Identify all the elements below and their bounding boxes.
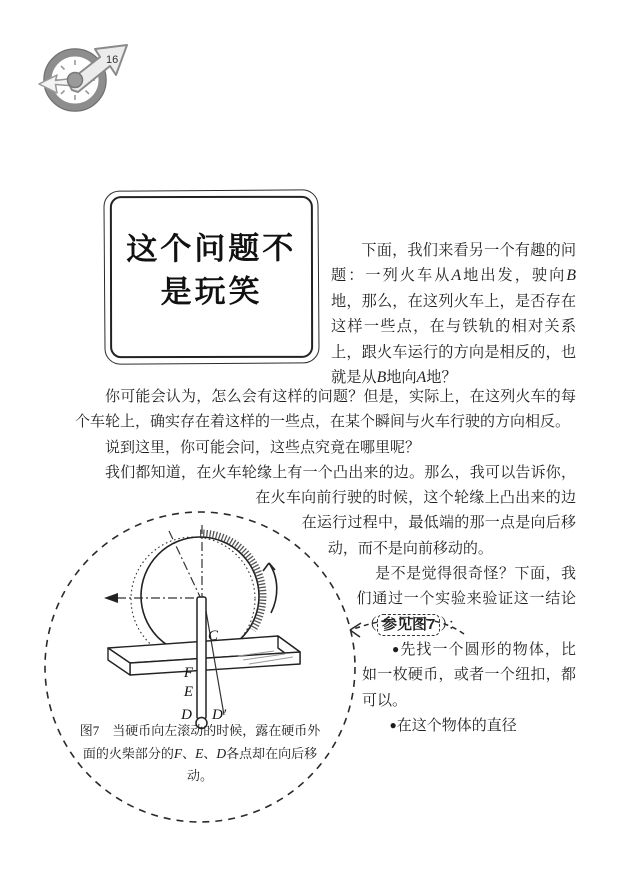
coin-rim-hatch [200,533,263,630]
variable-letter-b: B [566,267,577,285]
paragraph-1: 你可能会认为，怎么会有这样的问题？但是，实际上，在这列火车的每个车轮上，确实存在着这样的一些点，在某个瞬间与火车行驶的方向相反。 [75,388,576,431]
intro-paragraph [331,238,576,390]
bullet-icon: ● [392,641,401,656]
bullet-2-text: 在这个物体的直径 [396,716,517,734]
caption-letter-e: E [195,745,204,761]
paragraph-4-text: 是不是觉得很奇怪？下面，我们通过一个实验来验证这一结论（ [356,565,576,633]
intro-text: 地，那么，在这列火车上，是否存在这样一些点，在与铁轨的相对关系上，跟火车运行的方向是相反的，也就是从 [331,292,576,387]
label-d-prime: D′ [212,707,227,723]
label-d: D [181,707,192,723]
chapter-title-frame [110,196,313,358]
paragraph-3: 我们都知道，在火车轮缘上有一个凸出来的边。那么，我可以告诉你，在火车向前行驶的时候，这个轮缘上凸出来的边在运行过程中，最低端的那一点是向后移动，而不是向前移动的。 [105,463,576,557]
caption-letter-d: D [216,745,227,761]
figure-7 [42,509,358,825]
caption-text: 、 [203,745,217,761]
label-c: C [208,628,219,644]
rotation-arrow [269,563,277,613]
figure-caption [76,720,324,788]
figure-reference-badge: 参见图7 [377,614,440,636]
caption-letter-f: F [173,745,183,761]
caption-text: 图7 当硬币向左滚动的时候，露在硬币外面的火柴部分的 [79,723,321,761]
bullet-icon: ● [389,717,397,732]
intro-text: 地？ [426,369,457,387]
stopwatch-arrow-icon [28,34,136,114]
label-e: E [183,684,193,700]
match-stick [197,597,206,719]
intro-text: 下面，我们来看另一个有趣的问题：一列火车从 [331,242,576,285]
bullet-1-text: 先找一个圆形的物体，比如一枚硬币，或者一个纽扣，都可以。 [362,640,576,709]
chapter-title: 这个问题不是玩笑 [126,230,297,310]
leader-arrow [336,610,468,644]
caption-text: 、 [182,745,196,761]
label-f: F [183,665,193,681]
page-number: 16 [106,54,119,66]
intro-text: 地出发，驶向 [461,267,567,285]
left-arrowhead [104,593,118,603]
variable-letter-b: B [376,369,387,387]
paragraph-2: 说到这里，你可能会问，这些点究竟在哪里呢？ [105,438,421,456]
slanted-dashdot-line [169,531,202,601]
variable-letter-a: A [416,369,427,387]
variable-letter-a: A [451,267,462,285]
paragraph-4-text: ）： [440,615,463,633]
intro-text: 地向 [386,369,417,387]
caption-text: 各点却在向后移动。 [186,745,318,783]
chapter-title-box [103,189,319,364]
